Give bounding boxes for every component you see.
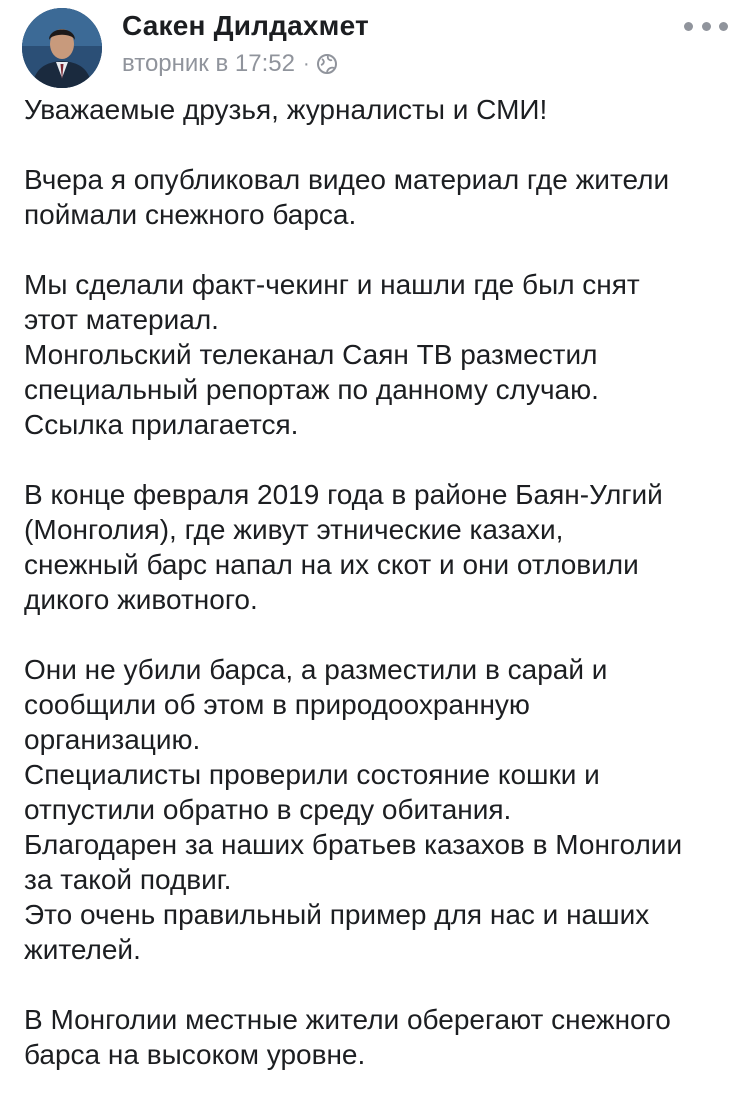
post-text-line: отпустили обратно в среду обитания. bbox=[24, 794, 512, 825]
post-text-line: В конце февраля 2019 года в районе Баян-Улгий bbox=[24, 479, 663, 510]
author-avatar[interactable] bbox=[22, 8, 102, 88]
post-meta bbox=[122, 48, 338, 80]
post-header bbox=[22, 8, 728, 82]
post-paragraph bbox=[24, 162, 730, 232]
post-text-line: специальный репортаж по данному случаю. bbox=[24, 374, 599, 405]
post-text-line: Это очень правильный пример для нас и наших bbox=[24, 899, 650, 930]
post-text-line: Специалисты проверили состояние кошки и bbox=[24, 759, 600, 790]
post-text-line: за такой подвиг. bbox=[24, 864, 232, 895]
meta-separator: · bbox=[302, 52, 310, 75]
post-paragraph bbox=[24, 652, 730, 967]
post-text-line: Монгольский телеканал Саян ТВ разместил bbox=[24, 339, 598, 370]
post-text-line: дикого животного. bbox=[24, 584, 258, 615]
post-text bbox=[24, 92, 730, 1107]
post-text-line: жителей. bbox=[24, 934, 141, 965]
author-name[interactable]: Сакен Дилдахмет bbox=[122, 10, 369, 41]
post-text-line: этот материал. bbox=[24, 304, 219, 335]
post-text-line: Благодарен за наших братьев казахов в Монголии bbox=[24, 829, 683, 860]
post-paragraph bbox=[24, 267, 730, 442]
post-text-line: сообщили об этом в природоохранную bbox=[24, 689, 530, 720]
post-text-line: Ссылка прилагается. bbox=[24, 409, 299, 440]
post-paragraph bbox=[24, 92, 730, 127]
post-text-line: барса на высоком уровне. bbox=[24, 1039, 366, 1070]
post-text-line: Они не убили барса, а разместили в сарай и bbox=[24, 654, 608, 685]
avatar-image bbox=[22, 8, 102, 88]
post-text-line: (Монголия), где живут этнические казахи, bbox=[24, 514, 564, 545]
post-text-line: Вчера я опубликовал видео материал где жители bbox=[24, 164, 670, 195]
post-text-line: Уважаемые друзья, журналисты и СМИ! bbox=[24, 94, 548, 125]
post-text-line: организацию. bbox=[24, 724, 201, 755]
globe-icon[interactable] bbox=[316, 53, 338, 75]
more-dot bbox=[702, 22, 711, 31]
post-timestamp[interactable]: вторник в 17:52 bbox=[122, 50, 295, 77]
more-dot bbox=[684, 22, 693, 31]
post-text-line: снежный барс напал на их скот и они отловили bbox=[24, 549, 639, 580]
post-paragraph bbox=[24, 477, 730, 617]
post-text-line: В Монголии местные жители оберегают снежного bbox=[24, 1004, 671, 1035]
more-dot bbox=[719, 22, 728, 31]
more-options-icon[interactable] bbox=[684, 14, 728, 38]
post-text-line: поймали снежного барса. bbox=[24, 199, 357, 230]
post-text-line: Мы сделали факт-чекинг и нашли где был снят bbox=[24, 269, 640, 300]
post-paragraph bbox=[24, 1002, 730, 1072]
